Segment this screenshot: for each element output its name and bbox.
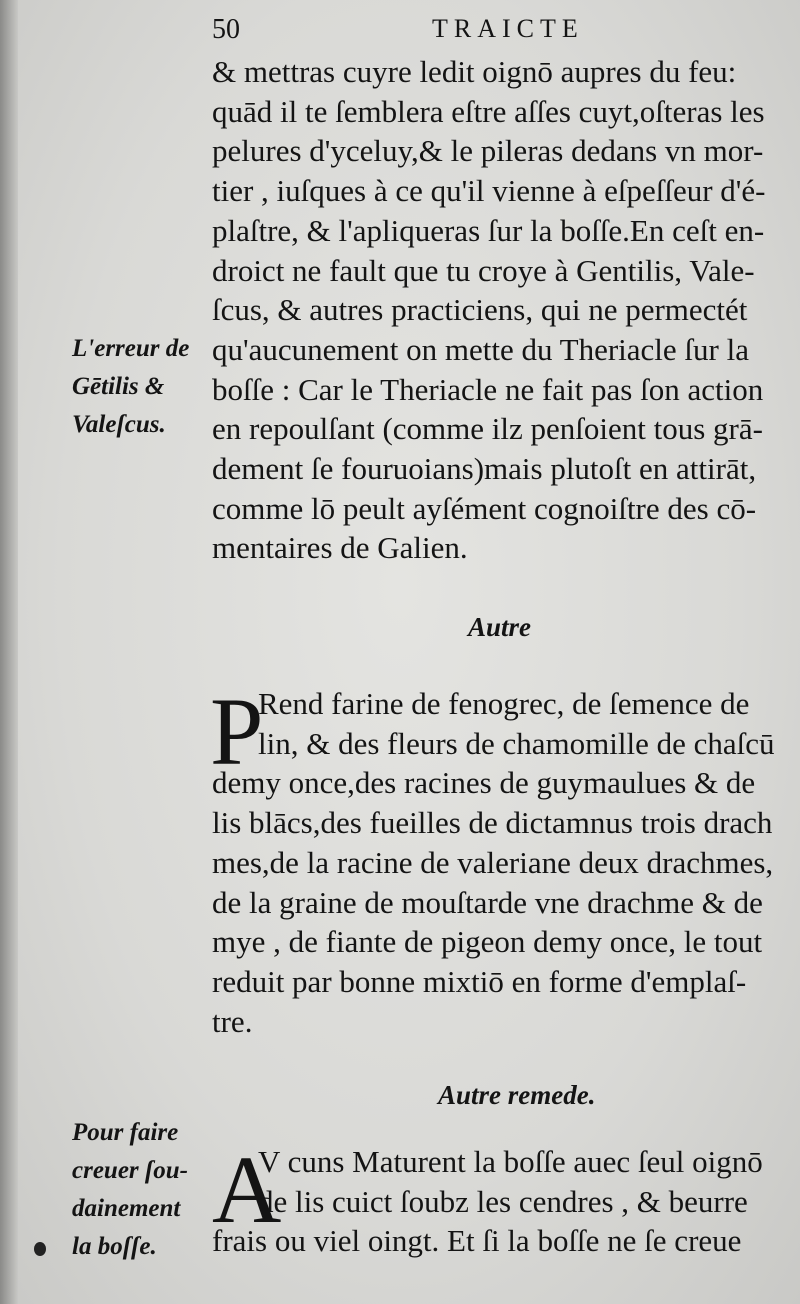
text-line: frais ou viel oingt. Et ſi la boſſe ne ſe creue: [212, 1223, 742, 1259]
section-heading-autre: Autre: [468, 612, 532, 642]
page-number: 50: [212, 14, 240, 45]
text-line: comme lō peult ayſément cognoiſtre des cō-: [212, 490, 757, 526]
drop-cap-a: A: [212, 1136, 282, 1243]
text-line: Rend farine de fenogrec, de ſemence de: [258, 686, 750, 721]
text-line: de lis cuict ſoubz les cendres , & beurre: [258, 1183, 748, 1219]
running-head: TRAICTE: [432, 14, 584, 43]
margin-note-erreur: [72, 330, 212, 444]
text-line: de la graine de mouſtarde vne drachme & de: [212, 884, 763, 920]
text-line: quād il te ſemblera eſtre aſſes cuyt,oſteras les: [212, 93, 765, 129]
text-line: droict ne fault que tu croye à Gentilis, Vale-: [212, 252, 755, 288]
paragraph-2: [210, 678, 782, 1041]
text-line: en repoulſant (comme ilz penſoient tous grā-: [212, 411, 763, 447]
margin-note-line: la boſſe.: [72, 1233, 157, 1260]
text-line: qu'aucunement on mette du Theriacle ſur la: [212, 331, 749, 367]
paragraph-3: [212, 1136, 782, 1261]
text-line: mentaires de Galien.: [212, 530, 468, 566]
text-line: pelures d'yceluy,& le pileras dedans vn mor-: [212, 133, 764, 169]
margin-note-line: L'erreur de: [72, 335, 190, 362]
margin-note-line: creuer ſou-: [72, 1157, 188, 1184]
page-gutter-shadow: [0, 0, 18, 1304]
margin-note-pour-faire: [72, 1114, 212, 1266]
text-line: tier , iuſques à ce qu'il vienne à eſpeſſeur d'é-: [212, 173, 766, 209]
margin-note-line: Pour faire: [72, 1119, 179, 1146]
text-line: V cuns Maturent la boſſe auec ſeul oignō: [258, 1144, 763, 1179]
text-line: demy once,des racines de guymaulues & de: [212, 765, 756, 801]
page-header: [212, 14, 772, 48]
section-heading-autre-remede: Autre remede.: [438, 1080, 596, 1110]
text-line: lis blācs,des fueilles de dictamnus trois drach: [212, 805, 773, 841]
text-line: tre.: [212, 1003, 253, 1039]
text-line: ſcus, & autres practiciens, qui ne permectét: [212, 292, 748, 328]
margin-note-line: Gētilis &: [72, 373, 165, 400]
text-line: dement ſe fouruoians)mais plutoſt en attirāt,: [212, 451, 757, 487]
margin-note-line: dainement: [72, 1195, 181, 1222]
drop-cap-p: P: [210, 678, 264, 785]
text-line: plaſtre, & l'apliqueras ſur la boſſe.En ceſt en-: [212, 212, 765, 248]
text-line: reduit par bonne mixtiō en forme d'emplaſ-: [212, 963, 747, 999]
text-line: mye , de fiante de pigeon demy once, le tout: [212, 924, 763, 960]
text-line: & mettras cuyre ledit oignō aupres du feu:: [212, 54, 737, 89]
paragraph-1: [212, 52, 782, 568]
margin-note-line: Valeſcus.: [72, 411, 166, 438]
ink-blot: [34, 1242, 46, 1256]
text-line: lin, & des fleurs de chamomille de chaſcū: [258, 725, 775, 761]
text-line: mes,de la racine de valeriane deux drachmes,: [212, 844, 774, 880]
text-line: boſſe : Car le Theriacle ne fait pas ſon action: [212, 371, 764, 407]
